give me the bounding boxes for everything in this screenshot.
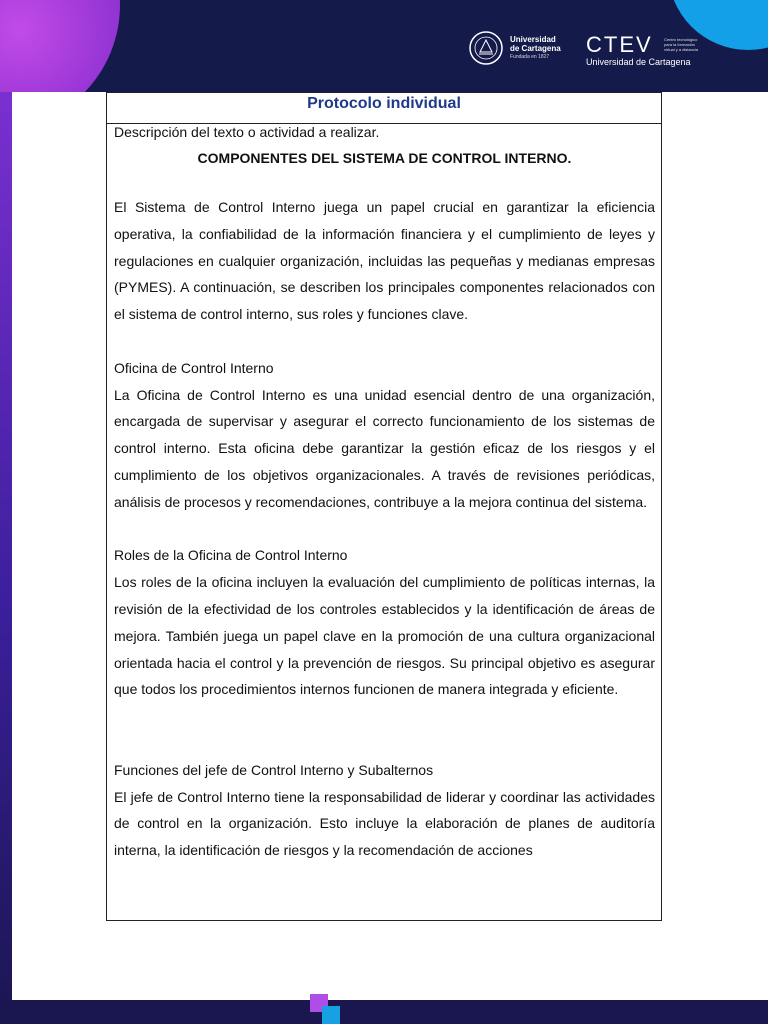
protocol-title: Protocolo individual	[107, 93, 661, 124]
section-body: La Oficina de Control Interno es una unidad esencial dentro de una organización, encargada de supervisar y asegurar el correcto funcionamiento de los sistemas de control interno. Esta oficina debe garantizar la gestión eficaz de los riesgos y el cumplimiento de los objetivos organizacionales. A través de revisiones periódicas, análisis de procesos y recomendaciones, contribuye a la mejora continua del sistema.	[114, 386, 655, 510]
header-band	[0, 0, 768, 92]
university-tagline: Fundada en 1827	[510, 53, 550, 60]
main-heading: COMPONENTES DEL SISTEMA DE CONTROL INTERNO.	[197, 150, 572, 166]
protocol-box	[106, 92, 662, 921]
intro-paragraph: El Sistema de Control Interno juega un papel crucial en garantizar la eficiencia operativa, la confiabilidad de la información financiera y el cumplimiento de leyes y regulaciones en cualquier organización, incluidas las pequeñas y medianas empresas (PYMES). A continuación, se describen los principales componentes relacionados con el sistema de control interno, sus roles y funciones clave.	[114, 199, 655, 323]
section-title: Roles de la Oficina de Control Interno	[114, 547, 348, 564]
section-title: Funciones del jefe de Control Interno y Subalternos	[114, 761, 434, 778]
ctev-subtitle: Universidad de Cartagena	[586, 57, 691, 67]
ctev-tagline: Centro tecnológico para la formación virtual y a distancia	[664, 37, 699, 52]
university-name-line2: de Cartagena	[510, 43, 561, 53]
section-body: El jefe de Control Interno tiene la responsabilidad de liderar y coordinar las actividades de control en la organización. Esto incluye la elaboración de planes de auditoría interna, la identificación de riesgos y la recomendación de acciones	[114, 788, 655, 859]
footer-band	[0, 1000, 768, 1024]
ctev-logo	[586, 32, 699, 68]
ctev-mark: CTEV	[586, 32, 653, 57]
university-seal-icon	[468, 30, 504, 66]
section-title: Oficina de Control Interno	[114, 359, 274, 376]
footer-accent-blue	[322, 1006, 340, 1024]
description-label: Descripción del texto o actividad a realizar.	[114, 124, 380, 140]
section-body: Los roles de la oficina incluyen la evaluación del cumplimiento de políticas internas, la revisión de la efectividad de los controles establecidos y la identificación de áreas de mejora. También juega un papel clave en la promoción de una cultura organizacional orientada hacia el control y la prevención de riesgos. Su principal objetivo es asegurar que todos los procedimientos internos funcionen de manera integrada y eficiente.	[114, 574, 655, 698]
protocol-content	[107, 124, 661, 864]
purple-swoosh-decoration	[0, 0, 120, 92]
university-name-line1: Universidad	[510, 34, 556, 44]
left-accent-strip	[0, 92, 12, 1024]
university-logo	[468, 30, 561, 66]
